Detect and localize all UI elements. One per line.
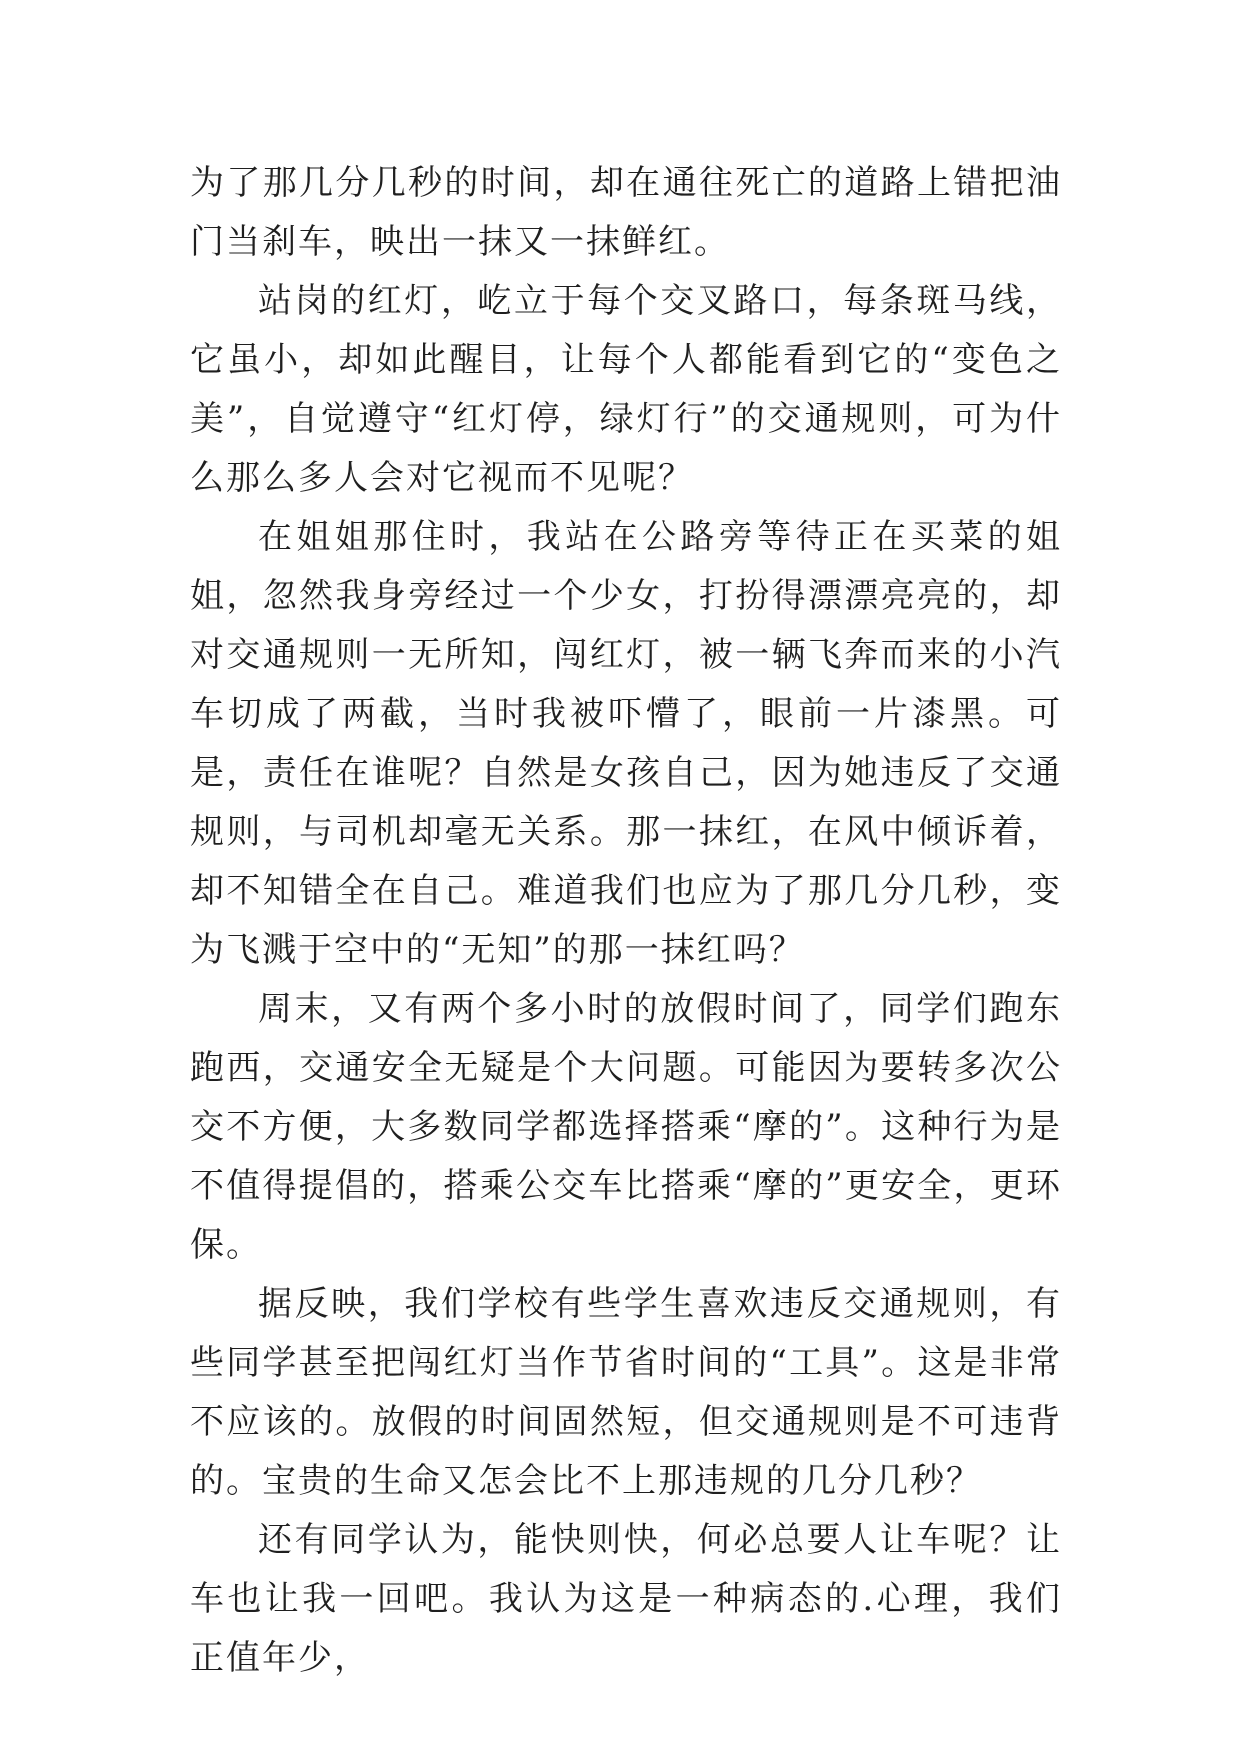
document-body	[190, 154, 1062, 1688]
paragraph-4: 周末，又有两个多小时的放假时间了，同学们跑东跑西，交通安全无疑是个大问题。可能因为要转多次公交不方便，大多数同学都选择搭乘“摩的”。这种行为是不值得提倡的，搭乘公交车比搭乘“摩的”更安全，更环保。	[190, 989, 1062, 1265]
paragraph-5: 据反映，我们学校有些学生喜欢违反交通规则，有些同学甚至把闯红灯当作节省时间的“工具”。这是非常不应该的。放假的时间固然短，但交通规则是不可违背的。宝贵的生命又怎会比不上那违规的几分几秒？	[190, 1284, 1062, 1501]
paragraph-3: 在姐姐那住时，我站在公路旁等待正在买菜的姐姐，忽然我身旁经过一个少女，打扮得漂漂亮亮的，却对交通规则一无所知，闯红灯，被一辆飞奔而来的小汽车切成了两截，当时我被吓懵了，眼前一片漆黑。可是，责任在谁呢？自然是女孩自己，因为她违反了交通规则，与司机却毫无关系。那一抹红，在风中倾诉着，却不知错全在自己。难道我们也应为了那几分几秒，变为飞溅于空中的“无知”的那一抹红吗？	[190, 517, 1062, 970]
paragraph-2: 站岗的红灯，屹立于每个交叉路口，每条斑马线，它虽小，却如此醒目，让每个人都能看到它的“变色之美”，自觉遵守“红灯停，绿灯行”的交通规则，可为什么那么多人会对它视而不见呢？	[190, 281, 1062, 498]
paragraph-1: 为了那几分几秒的时间，却在通往死亡的道路上错把油门当刹车，映出一抹又一抹鲜红。	[190, 163, 1062, 262]
paragraph-6: 还有同学认为，能快则快，何必总要人让车呢？让车也让我一回吧。我认为这是一种病态的.心理，我们正值年少，	[190, 1520, 1062, 1678]
